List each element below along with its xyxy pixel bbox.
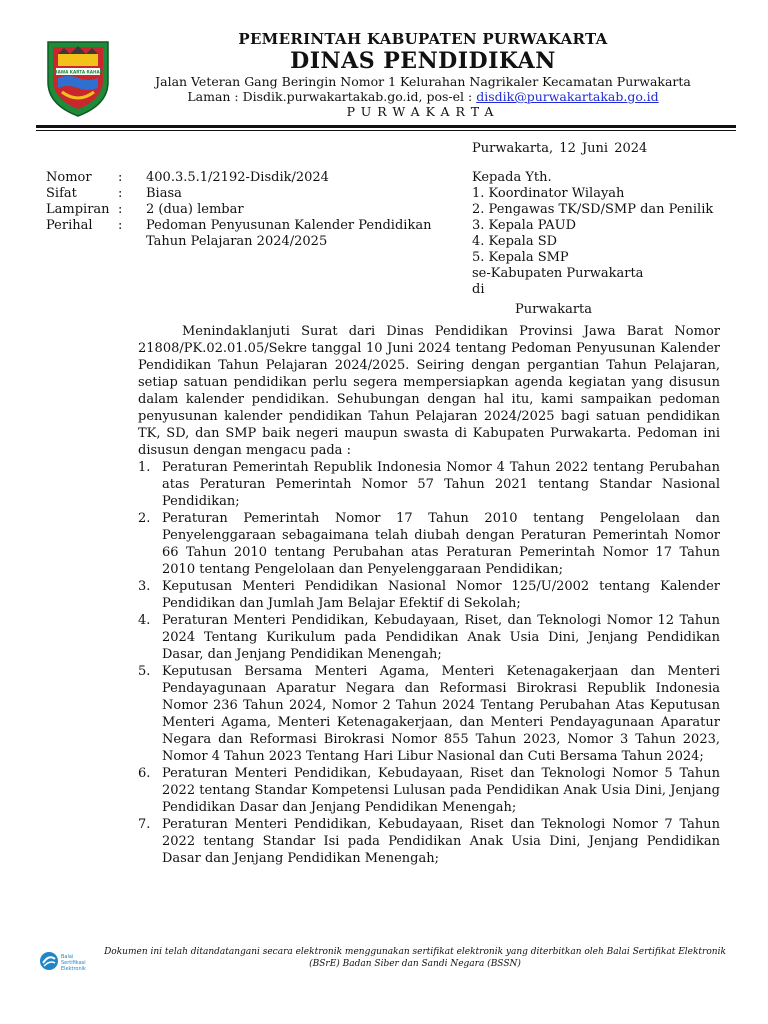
meta-row-sifat: [46, 186, 476, 202]
meta-row-perihal: [46, 218, 476, 250]
reference-number: 5.: [138, 664, 151, 679]
reference-text: Peraturan Menteri Pendidikan, Kebudayaan, Riset, dan Teknologi Nomor 12 Tahun 2024 Tentang Kurikulum pada Pendidikan Anak Usia Dini, Jenjang Pendidikan Dasar, dan Jenjang Pendidikan Menengah;: [162, 613, 720, 662]
agency-address: Jalan Veteran Gang Beringin Nomor 1 Kelurahan Nagrikaler Kecamatan Purwakarta: [155, 74, 691, 89]
reference-item: [138, 816, 720, 867]
letterhead-rule-thin: [36, 130, 736, 131]
reference-number: 7.: [138, 817, 151, 832]
letter-meta: [46, 170, 476, 250]
government-name: PEMERINTAH KABUPATEN PURWAKARTA: [238, 30, 608, 48]
meta-row-nomor: [46, 170, 476, 186]
addressee-di: di: [472, 282, 485, 297]
addressee-city: Purwakarta: [515, 302, 593, 317]
svg-text:Balai: Balai: [61, 954, 74, 960]
reference-text: Peraturan Menteri Pendidikan, Kebudayaan, Riset dan Teknologi Nomor 7 Tahun 2022 tentang Standar Isi pada Pendidikan Anak Usia Dini, Jenjang Pendidikan Dasar dan Jenjang Pendidikan Menengah;: [162, 817, 720, 866]
letterhead-rule-thick: [36, 125, 736, 128]
reference-item: [138, 578, 720, 612]
addressee-item: 3. Kepala PAUD: [472, 218, 577, 233]
reference-item: [138, 459, 720, 510]
reference-number: 3.: [138, 579, 151, 594]
bsre-logo-icon: [38, 948, 102, 974]
meta-value: 400.3.5.1/2192-Disdik/2024: [146, 170, 329, 185]
meta-key: Perihal: [46, 218, 93, 233]
reference-item: [138, 663, 720, 765]
reference-text: Peraturan Pemerintah Nomor 17 Tahun 2010 tentang Pengelolaan dan Penyelenggaraan sebagaimana telah diubah dengan Peraturan Pemerintah Nomor 66 Tahun 2010 tentang Perubahan atas Peraturan Pemerintah Nomor 17 Tahun 2010 tentang Pengelolaan dan Penyelenggaraan Pendidikan;: [162, 511, 720, 577]
meta-key: Nomor: [46, 170, 92, 185]
purwakarta-emblem-icon: [44, 38, 112, 118]
meta-value: Pedoman Penyusunan Kalender Pendidikan Tahun Pelajaran 2024/2025: [146, 218, 432, 249]
addressee-item: 4. Kepala SD: [472, 234, 558, 249]
addressee-item: 2. Pengawas TK/SD/SMP dan Penilik: [472, 202, 714, 217]
intro-paragraph: Menindaklanjuti Surat dari Dinas Pendidikan Provinsi Jawa Barat Nomor 21808/PK.02.01.05/Sekre tanggal 10 Juni 2024 tentang Pedoman Penyusunan Kalender Pendidikan Tahun Pelajaran 2024/2025. Seiring dengan pergantian Tahun Pelajaran, setiap satuan pendidikan perlu segera mempersiapkan agenda kegiatan yang disusun dalam kalender pendidikan. Sehubungan dengan hal itu, kami sampaikan pedoman penyusunan kalender pendidikan Tahun Pelajaran 2024/2025 bagi satuan pendidikan TK, SD, dan SMP baik negeri maupun swasta di Kabupaten Purwakarta. Pedoman ini disusun dengan mengacu pada :: [138, 324, 720, 458]
addressee-item: 5. Kepala SMP: [472, 250, 569, 265]
reference-number: 1.: [138, 460, 151, 475]
reference-list: [138, 459, 720, 867]
reference-text: Keputusan Bersama Menteri Agama, Menteri Ketenagakerjaan dan Menteri Pendayagunaan Aparatur Negara dan Reformasi Birokrasi Republik Indonesia Nomor 236 Tahun 2024, Nomor 2 Tahun 2024 Tentang Perubahan Atas Keputusan Menteri Agama, Menteri Ketenagakerjaan, dan Menteri Pendayagunaan Aparatur Negara dan Reformasi Birokrasi Nomor 855 Tahun 2023, Nomor 3 Tahun 2023, Nomor 4 Tahun 2023 Tentang Hari Libur Nasional dan Cuti Bersama Tahun 2024;: [162, 664, 720, 764]
svg-text:Sertifikasi: Sertifikasi: [61, 960, 86, 966]
addressee-item: 1. Koordinator Wilayah: [472, 186, 625, 201]
addressee-region: se-Kabupaten Purwakarta: [472, 266, 644, 281]
city-name: PURWAKARTA: [346, 104, 500, 119]
agency-contact: [118, 89, 728, 104]
meta-colon: :: [118, 170, 123, 185]
letterhead: [118, 30, 728, 120]
meta-colon: :: [118, 186, 123, 201]
meta-value: 2 (dua) lembar: [146, 202, 244, 217]
esignature-footnote: Dokumen ini telah ditandatangani secara elektronik menggunakan sertifikat elektronik yang diterbitkan oleh Balai Sertifikat Elektronik (BSrE) Badan Siber dan Sandi Negara (BSSN): [104, 947, 726, 969]
meta-key: Lampiran: [46, 202, 110, 217]
meta-key: Sifat: [46, 186, 77, 201]
reference-text: Peraturan Menteri Pendidikan, Kebudayaan, Riset dan Teknologi Nomor 5 Tahun 2022 tentang Standar Kompetensi Lulusan pada Pendidikan Anak Usia Dini, Jenjang Pendidikan Dasar dan Jenjang Pendidikan Menengah;: [162, 766, 720, 815]
email-link[interactable]: disdik@purwakartakab.go.id: [476, 89, 659, 104]
reference-item: [138, 510, 720, 578]
addressee-block: [472, 170, 762, 318]
agency-name: DINAS PENDIDIKAN: [290, 48, 556, 74]
reference-number: 2.: [138, 511, 151, 526]
website-label: Laman : Disdik.purwakartakab.go.id, pos-el :: [187, 89, 477, 104]
meta-row-lampiran: [46, 202, 476, 218]
reference-text: Keputusan Menteri Pendidikan Nasional Nomor 125/U/2002 tentang Kalender Pendidikan dan Jumlah Jam Belajar Efektif di Sekolah;: [162, 579, 720, 611]
reference-item: [138, 765, 720, 816]
addressee-greeting: Kepada Yth.: [472, 170, 552, 185]
reference-text: Peraturan Pemerintah Republik Indonesia Nomor 4 Tahun 2022 tentang Perubahan atas Peraturan Pemerintah Nomor 57 Tahun 2021 tentang Standar Nasional Pendidikan;: [162, 460, 720, 509]
meta-value: Biasa: [146, 186, 182, 201]
emblem-motto: WIBAWA KARTA RAHARJA: [48, 69, 108, 75]
reference-item: [138, 612, 720, 663]
meta-colon: :: [118, 202, 123, 217]
reference-number: 6.: [138, 766, 151, 781]
meta-colon: :: [118, 218, 123, 233]
letter-date: Purwakarta, 12 Juni 2024: [472, 141, 648, 156]
reference-number: 4.: [138, 613, 151, 628]
letter-body: [138, 323, 720, 867]
svg-text:Elektronik: Elektronik: [61, 966, 86, 972]
